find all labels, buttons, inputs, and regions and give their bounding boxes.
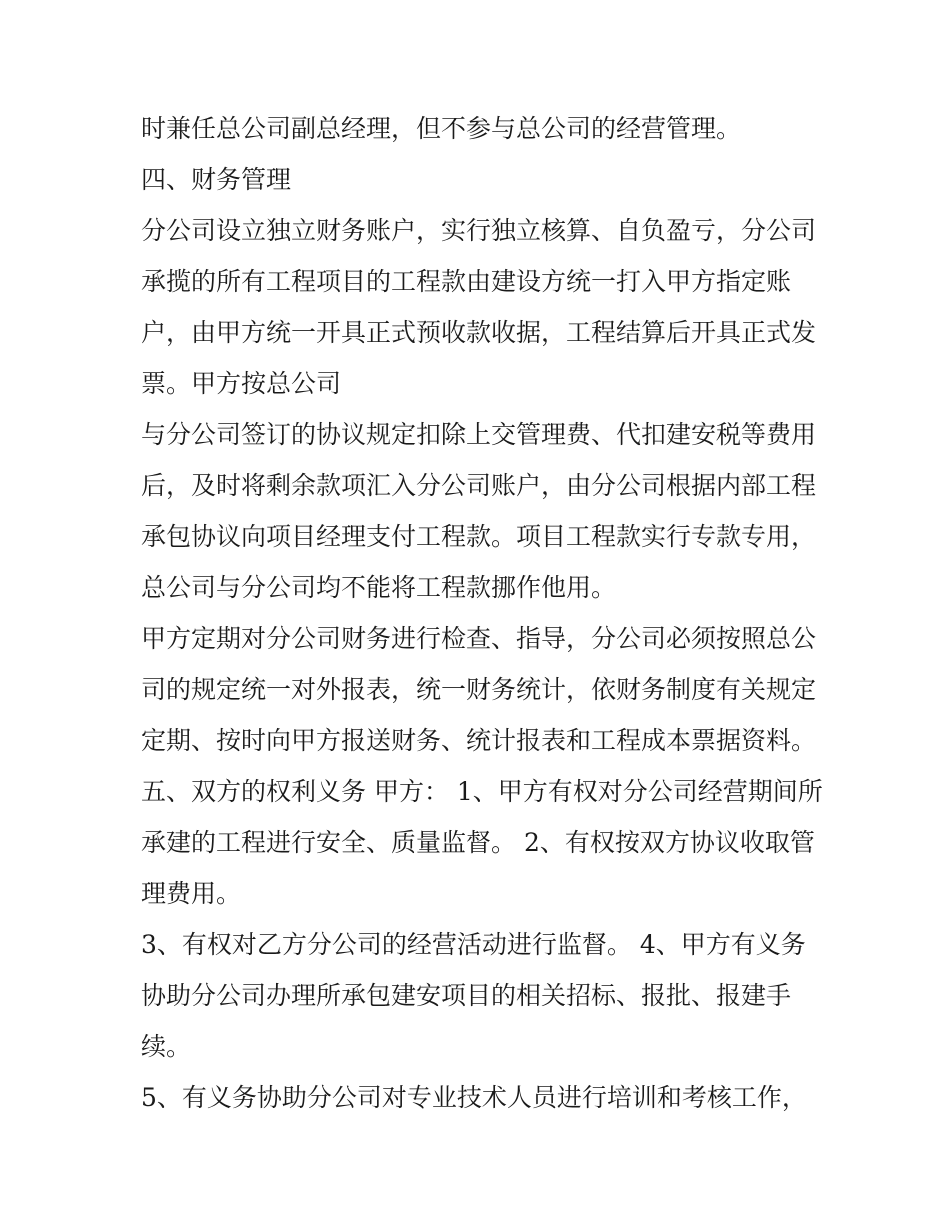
text-line: 时兼任总公司副总经理，但不参与总公司的经营管理。: [141, 114, 742, 143]
text-line: 3、有权对乙方分公司的经营活动进行监督。 4、甲方有义务: [141, 930, 806, 959]
text-line: 承建的工程进行安全、质量监督。 2、有权按双方协议收取管: [141, 828, 815, 857]
text-line: 定期、按时向甲方报送财务、统计报表和工程成本票据资料。: [141, 726, 817, 755]
text-line: 续。: [141, 1032, 192, 1061]
text-line: 承包协议向项目经理支付工程款。项目工程款实行专款专用，: [141, 522, 817, 551]
text-line: 分公司设立独立财务账户，实行独立核算、自负盈亏，分公司: [141, 216, 817, 245]
section-heading: 五、双方的权利义务 甲方： 1、甲方有权对分公司经营期间所: [141, 777, 823, 806]
text-line: 后，及时将剩余款项汇入分公司账户，由分公司根据内部工程: [141, 471, 817, 500]
text-line: 总公司与分公司均不能将工程款挪作他用。: [141, 573, 617, 602]
text-line: 甲方定期对分公司财务进行检查、指导，分公司必须按照总公: [141, 624, 817, 653]
text-line: 与分公司签订的协议规定扣除上交管理费、代扣建安税等费用: [141, 420, 817, 449]
text-line: 票。甲方按总公司: [141, 369, 342, 398]
text-line: 5、有义务协助分公司对专业技术人员进行培训和考核工作，: [141, 1083, 807, 1112]
text-line: 理费用。: [141, 879, 242, 908]
text-line: 司的规定统一对外报表，统一财务统计，依财务制度有关规定: [141, 675, 817, 704]
text-line: 协助分公司办理所承包建安项目的相关招标、报批、报建手: [141, 981, 792, 1010]
text-line: 承揽的所有工程项目的工程款由建设方统一打入甲方指定账: [141, 267, 792, 296]
section-heading: 四、财务管理: [141, 165, 292, 194]
text-line: 户，由甲方统一开具正式预收款收据，工程结算后开具正式发: [141, 318, 817, 347]
